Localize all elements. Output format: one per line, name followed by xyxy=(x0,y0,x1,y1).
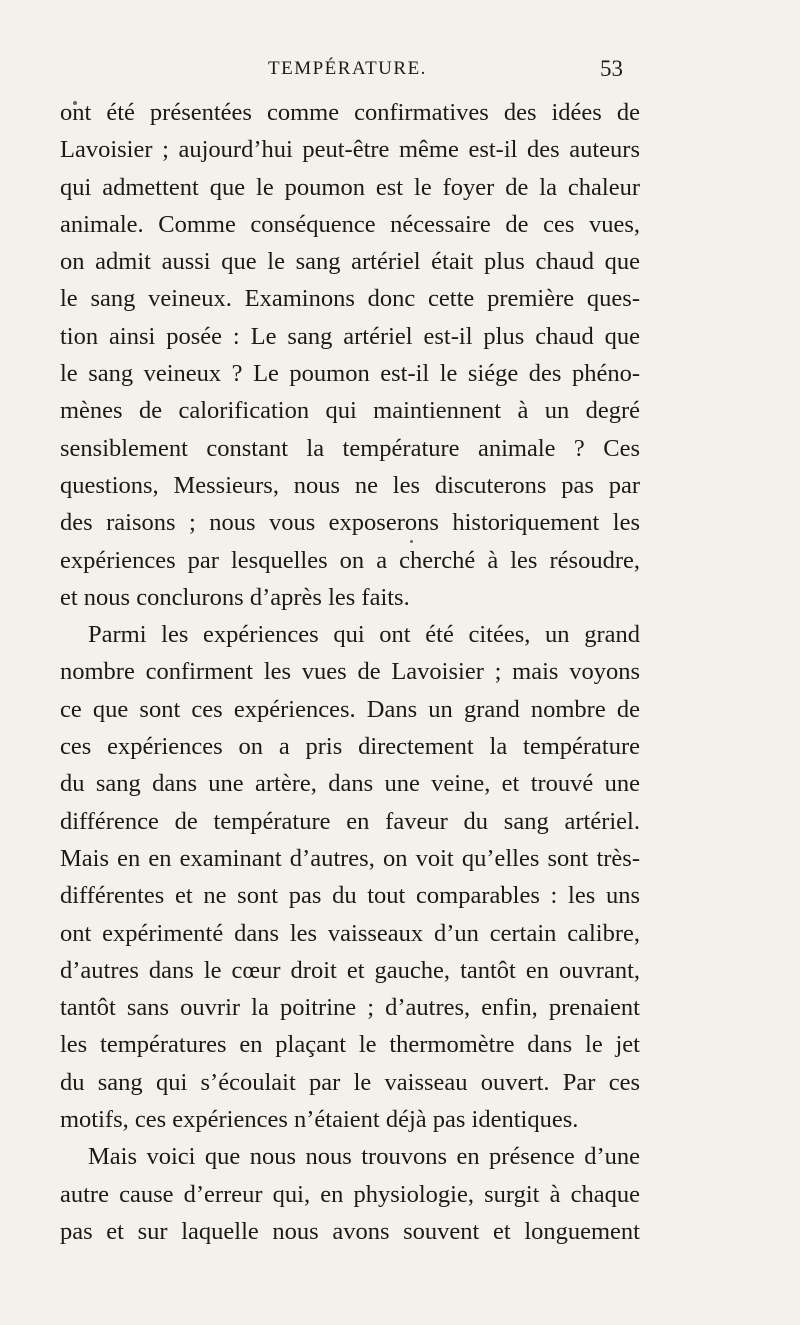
text-line: ce que sont ces expériences. Dans un grand nombre de xyxy=(60,695,640,723)
text-line: Parmi les expériences qui ont été citées, un grand xyxy=(88,621,640,649)
paragraph xyxy=(60,94,640,616)
page-header xyxy=(0,58,800,88)
text-line: questions, Messieurs, nous ne les discuterons pas par xyxy=(60,471,640,499)
running-title: TEMPÉRATURE. xyxy=(268,58,427,79)
text-line: on admit aussi que le sang artériel était plus chaud que xyxy=(60,248,640,276)
text-line: nombre confirment les vues de Lavoisier ; mais voyons xyxy=(60,658,640,686)
text-line: du sang dans une artère, dans une veine, et trouvé une xyxy=(60,770,640,798)
text-line: expériences par lesquelles on a cherché à les résoudre, xyxy=(60,546,640,574)
text-line: et nous conclurons d’après les faits. xyxy=(60,583,410,611)
text-line: les températures en plaçant le thermomètre dans le jet xyxy=(60,1031,640,1059)
text-line: qui admettent que le poumon est le foyer de la chaleur xyxy=(60,173,640,201)
text-line: tantôt sans ouvrir la poitrine ; d’autres, enfin, prenaient xyxy=(60,994,640,1022)
paragraph xyxy=(60,616,640,1138)
body-text xyxy=(60,94,640,1250)
text-line: motifs, ces expériences n’étaient déjà pas identiques. xyxy=(60,1106,579,1134)
text-line: différentes et ne sont pas du tout comparables : les uns xyxy=(60,882,640,910)
text-line: pas et sur laquelle nous avons souvent et longuement xyxy=(60,1217,640,1245)
text-line: autre cause d’erreur qui, en physiologie, surgit à chaque xyxy=(60,1180,640,1208)
text-line: mènes de calorification qui maintiennent à un degré xyxy=(60,397,640,425)
text-line: ont expérimenté dans les vaisseaux d’un certain calibre, xyxy=(60,919,640,947)
text-line: ces expériences on a pris directement la température xyxy=(60,733,640,761)
text-line: le sang veineux. Examinons donc cette première ques- xyxy=(60,285,640,313)
text-line: sensiblement constant la température animale ? Ces xyxy=(60,434,640,462)
text-line: Mais voici que nous nous trouvons en présence d’une xyxy=(88,1143,640,1171)
text-line: Lavoisier ; aujourd’hui peut-être même est-il des auteurs xyxy=(60,136,640,164)
text-line: animale. Comme conséquence nécessaire de ces vues, xyxy=(60,210,640,238)
text-line: des raisons ; nous vous exposerons historiquement les xyxy=(60,509,640,537)
text-line: d’autres dans le cœur droit et gauche, tantôt en ouvrant, xyxy=(60,956,640,984)
text-line: tion ainsi posée : Le sang artériel est-il plus chaud que xyxy=(60,322,640,350)
text-line: ont été présentées comme confirmatives des idées de xyxy=(60,99,640,126)
page-number: 53 xyxy=(600,56,623,81)
text-line: Mais en en examinant d’autres, on voit qu’elles sont très- xyxy=(60,844,640,872)
text-line: le sang veineux ? Le poumon est-il le siége des phéno- xyxy=(60,360,640,388)
text-line: différence de température en faveur du sang artériel. xyxy=(60,807,640,835)
paragraph xyxy=(60,1138,640,1250)
text-line: du sang qui s’écoulait par le vaisseau ouvert. Par ces xyxy=(60,1068,640,1096)
